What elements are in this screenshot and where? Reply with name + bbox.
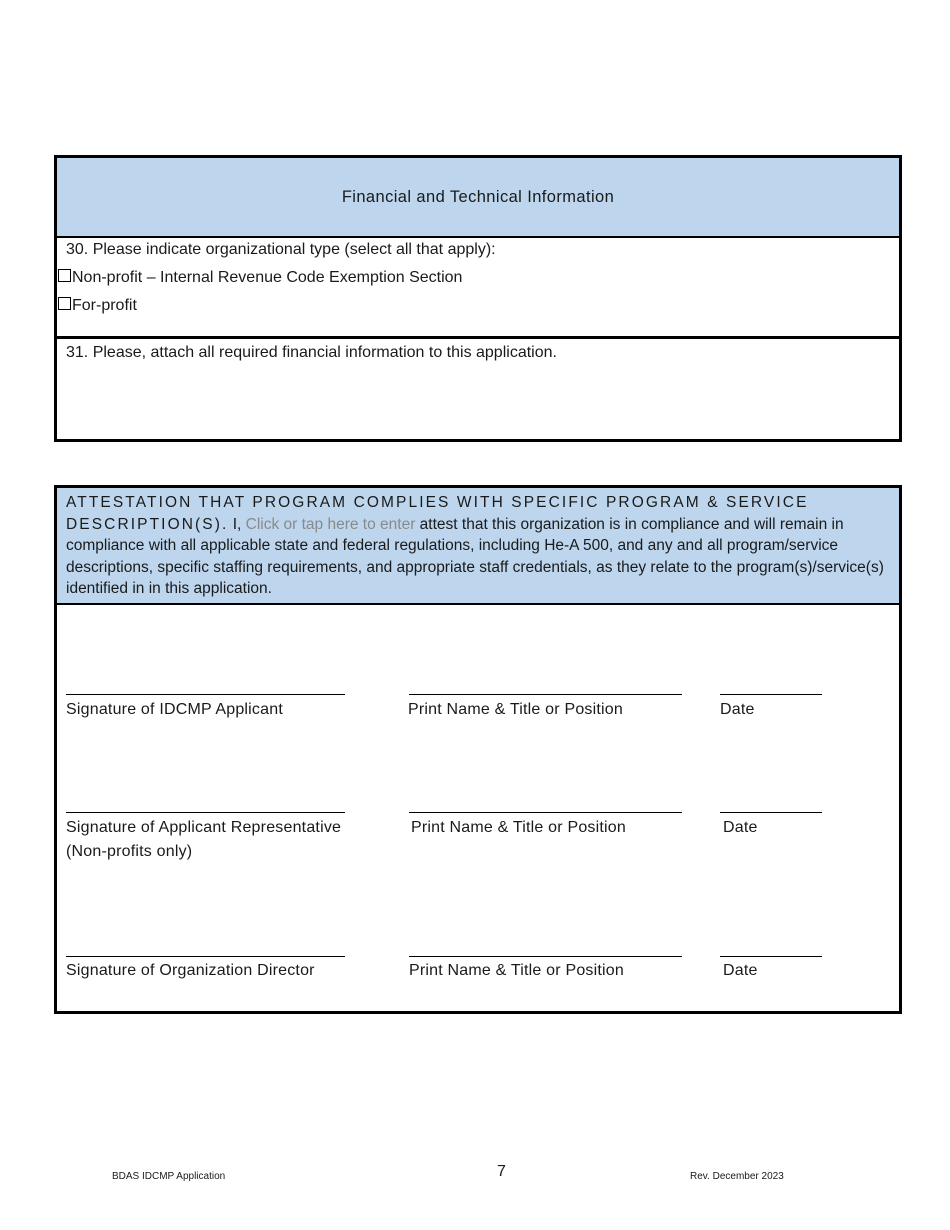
nonprofit-label: Non-profit – Internal Revenue Code Exemption Section — [72, 269, 463, 286]
forprofit-checkbox[interactable] — [58, 297, 71, 310]
attestation-i: I, — [228, 515, 246, 533]
financial-title: Financial and Technical Information — [341, 187, 615, 206]
director-date-line[interactable] — [720, 956, 822, 957]
forprofit-label: For-profit — [72, 297, 137, 314]
q31-prompt: 31. Please, attach all required financial information to this application. — [66, 344, 557, 361]
name-entry-field[interactable]: Click or tap here to enter — [245, 515, 416, 533]
applicant-signature-label: Signature of IDCMP Applicant — [66, 701, 283, 718]
representative-name-label: Print Name & Title or Position — [411, 819, 626, 836]
forprofit-option[interactable] — [58, 297, 137, 315]
q30-prompt: 30. Please indicate organizational type (select all that apply): — [66, 241, 496, 258]
applicant-name-label: Print Name & Title or Position — [408, 701, 623, 718]
nonprofit-option[interactable] — [58, 269, 462, 287]
attestation-section — [54, 485, 902, 1014]
representative-date-line[interactable] — [720, 812, 822, 813]
representative-signature-line[interactable] — [66, 812, 345, 813]
attestation-statement — [57, 488, 899, 605]
representative-note: (Non-profits only) — [66, 843, 193, 860]
question-30 — [57, 238, 899, 339]
director-date-label: Date — [723, 962, 758, 979]
footer-document-name: BDAS IDCMP Application — [112, 1171, 226, 1182]
director-signature-line[interactable] — [66, 956, 345, 957]
financial-section — [54, 155, 902, 442]
page-number: 7 — [497, 1163, 506, 1180]
director-name-line[interactable] — [409, 956, 682, 957]
applicant-name-line[interactable] — [409, 694, 682, 695]
representative-signature-label: Signature of Applicant Representative — [66, 819, 342, 836]
representative-name-line[interactable] — [409, 812, 682, 813]
applicant-date-line[interactable] — [720, 694, 822, 695]
director-name-label: Print Name & Title or Position — [409, 962, 624, 979]
attestation-heading: ATTESTATION THAT PROGRAM COMPLIES WITH SPECIFIC PROGRAM & SERVICE DESCRIPTION(S). — [66, 494, 809, 533]
question-31 — [57, 339, 899, 439]
representative-date-label: Date — [723, 819, 758, 836]
applicant-date-label: Date — [720, 701, 755, 718]
attestation-body: attest that this organization is in compliance and will remain in compliance with all applicable state and federal regulations, including He-A 500, and any and all program/service descriptions, specific staffing requirements, and appropriate staff credentials, as they relate to the program(s)/service(s) identified in in this application. — [66, 515, 884, 597]
section-title — [57, 158, 899, 238]
footer-revision: Rev. December 2023 — [690, 1171, 784, 1182]
applicant-signature-line[interactable] — [66, 694, 345, 695]
director-signature-label: Signature of Organization Director — [66, 962, 315, 979]
nonprofit-checkbox[interactable] — [58, 269, 71, 282]
